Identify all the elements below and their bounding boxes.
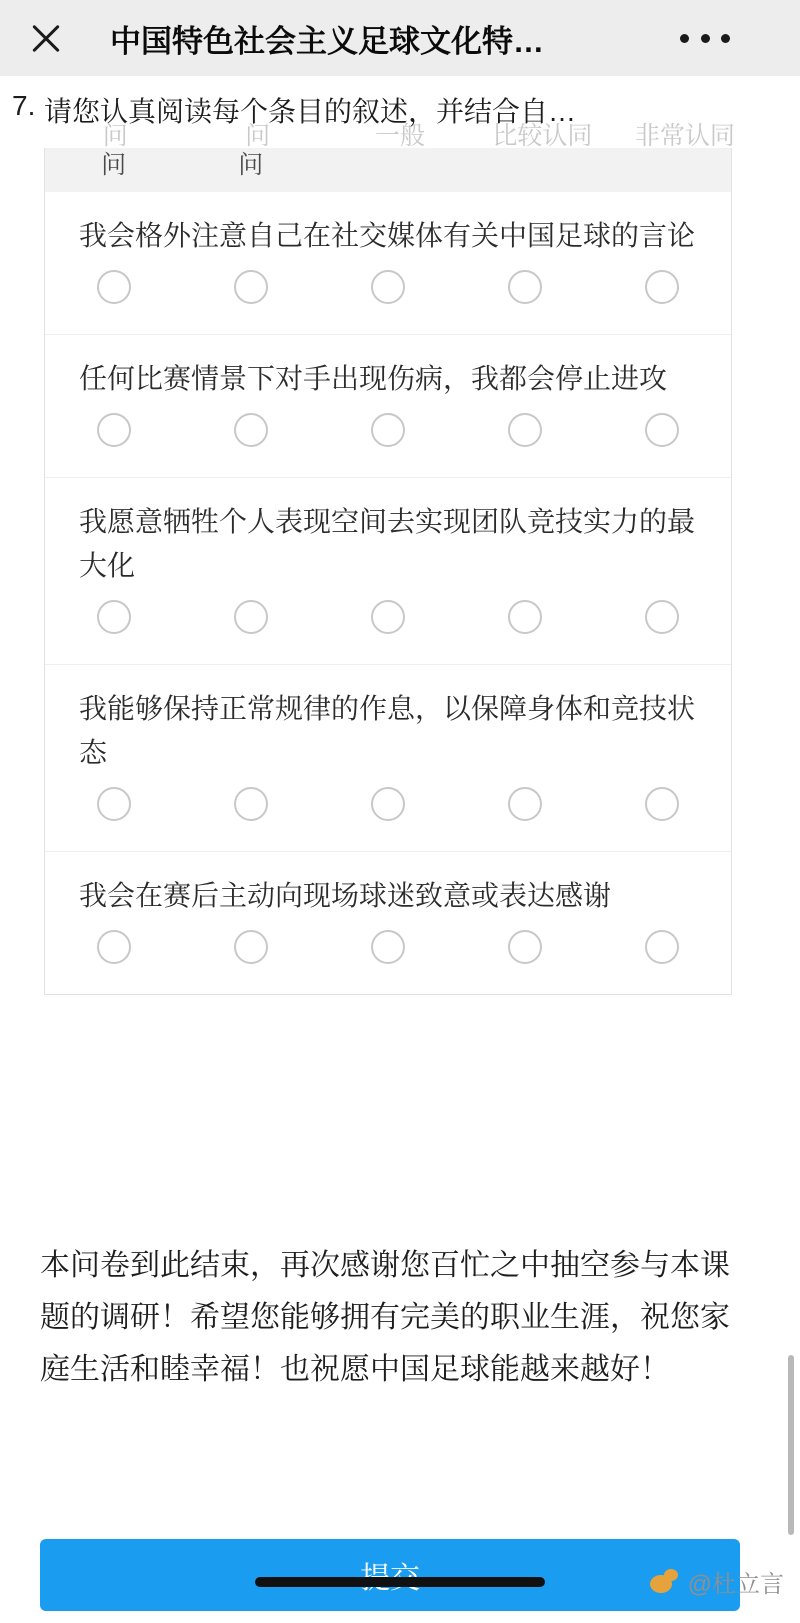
radio-option[interactable] (457, 270, 594, 304)
submit-button[interactable] (40, 1539, 740, 1611)
radio-option[interactable] (594, 413, 731, 447)
home-indicator (255, 1577, 545, 1587)
radio-option[interactable] (182, 413, 319, 447)
radio-option[interactable] (594, 270, 731, 304)
watermark-text: @杜立言 (687, 1571, 784, 1598)
more-dot (721, 34, 730, 43)
radio-option[interactable] (319, 413, 456, 447)
radio-option[interactable] (319, 787, 456, 821)
scrollbar-thumb[interactable] (788, 1355, 794, 1535)
radio-option[interactable] (457, 787, 594, 821)
page-title: 中国特色社会主义足球文化特… (110, 23, 544, 59)
radio-option[interactable] (457, 600, 594, 634)
radio-option[interactable] (45, 930, 182, 964)
matrix-row-options (45, 598, 731, 656)
matrix-row-label: 我会格外注意自己在社交媒体有关中国足球的言论 (79, 220, 696, 251)
radio-circle-icon (234, 930, 268, 964)
radio-option[interactable] (319, 270, 456, 304)
radio-option[interactable] (45, 270, 182, 304)
matrix-row-label: 我会在赛后主动向现场球迷致意或表达感谢 (79, 880, 612, 911)
scale-ghost-label: 一般 (375, 122, 426, 148)
radio-option[interactable] (457, 413, 594, 447)
radio-option[interactable] (182, 270, 319, 304)
more-dot (680, 34, 689, 43)
matrix-row (45, 665, 731, 852)
radio-option[interactable] (594, 787, 731, 821)
matrix-row-label: 我能够保持正常规律的作息，以保障身体和竞技状态 (79, 693, 696, 768)
question-number: 7. (12, 90, 36, 121)
more-options-icon[interactable] (680, 34, 730, 43)
radio-circle-icon (645, 787, 679, 821)
radio-option[interactable] (319, 600, 456, 634)
radio-circle-icon (371, 787, 405, 821)
scale-ghost-label: 比较认同 (492, 122, 593, 148)
radio-option[interactable] (182, 930, 319, 964)
radio-option[interactable] (594, 600, 731, 634)
close-icon[interactable] (26, 18, 66, 58)
radio-circle-icon (508, 600, 542, 634)
radio-option[interactable] (319, 930, 456, 964)
titlebar (0, 0, 800, 76)
closing-message: 本问卷到此结束，再次感谢您百忙之中抽空参与本课题的调研！希望您能够拥有完美的职业生涯，祝您家庭生活和睦幸福！也祝愿中国足球能越来越好！ (40, 1249, 730, 1386)
radio-circle-icon (97, 413, 131, 447)
radio-circle-icon (508, 930, 542, 964)
more-dot (701, 34, 710, 43)
scale-header-row (45, 148, 731, 192)
question-header (0, 76, 800, 148)
radio-circle-icon (508, 270, 542, 304)
radio-circle-icon (645, 930, 679, 964)
radio-option[interactable] (182, 600, 319, 634)
watermark (650, 1564, 784, 1599)
radio-circle-icon (371, 270, 405, 304)
radio-option[interactable] (45, 413, 182, 447)
radio-circle-icon (371, 413, 405, 447)
matrix-row (45, 335, 731, 478)
matrix-row (45, 478, 731, 665)
radio-circle-icon (234, 413, 268, 447)
scale-ghost-label: 非常认同 (634, 122, 735, 148)
radio-circle-icon (645, 270, 679, 304)
radio-circle-icon (234, 600, 268, 634)
matrix-row (45, 852, 731, 994)
question-text: 请您认真阅读每个条目的叙述，并结合自… (44, 96, 577, 127)
matrix-row-label: 任何比赛情景下对手出现伤病，我都会停止进攻 (79, 363, 668, 394)
radio-option[interactable] (594, 930, 731, 964)
radio-circle-icon (371, 600, 405, 634)
radio-option[interactable] (182, 787, 319, 821)
radio-option[interactable] (45, 787, 182, 821)
radio-circle-icon (97, 270, 131, 304)
weibo-icon (650, 1569, 680, 1595)
radio-circle-icon (234, 270, 268, 304)
matrix-row-label: 我愿意牺牲个人表现空间去实现团队竞技实力的最大化 (79, 506, 696, 581)
matrix-row-options (45, 928, 731, 986)
matrix-row-options (45, 411, 731, 469)
radio-circle-icon (234, 787, 268, 821)
matrix-question-card (44, 148, 732, 995)
scale-header-label: 问 (101, 151, 127, 179)
radio-option[interactable] (457, 930, 594, 964)
radio-circle-icon (97, 600, 131, 634)
scale-header-label: 问 (238, 151, 264, 179)
radio-circle-icon (508, 787, 542, 821)
radio-option[interactable] (45, 600, 182, 634)
radio-circle-icon (97, 930, 131, 964)
scale-ghost-label: 问 (245, 122, 271, 148)
radio-circle-icon (508, 413, 542, 447)
matrix-row-options (45, 268, 731, 326)
matrix-row (45, 192, 731, 335)
radio-circle-icon (645, 600, 679, 634)
matrix-row-options (45, 785, 731, 843)
radio-circle-icon (97, 787, 131, 821)
radio-circle-icon (645, 413, 679, 447)
scale-ghost-label: 问 (102, 122, 128, 148)
radio-circle-icon (371, 930, 405, 964)
